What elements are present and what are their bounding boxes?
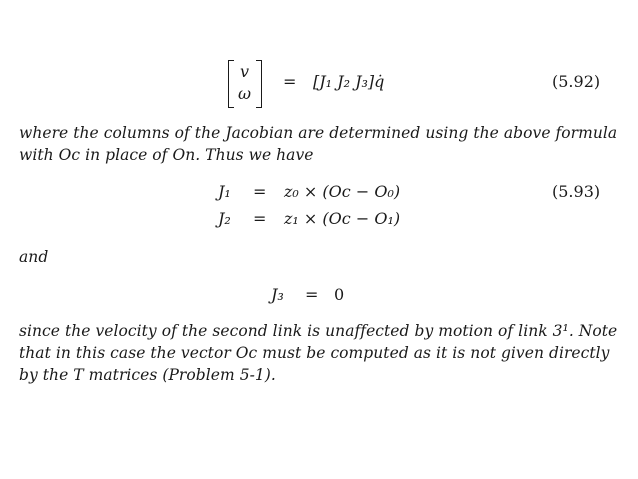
equals-sign: = [283, 72, 297, 91]
j3-rhs: 0 [334, 285, 345, 304]
vector-bottom-omega: ω [238, 84, 252, 103]
vector-left-bracket [228, 60, 234, 108]
vector-top-v: v [240, 62, 250, 81]
equals-sign: = [253, 182, 267, 201]
paragraph-line: where the columns of the Jacobian are determined using the above formula [19, 124, 618, 142]
j3-lhs: J₃ [271, 285, 284, 304]
vector-right-bracket [256, 60, 262, 108]
j2-lhs: J₂ [218, 209, 231, 228]
equation-number: (5.93) [552, 182, 601, 201]
j1-rhs: z₀ × (Oc − O₀) [284, 182, 401, 201]
equals-sign: = [253, 209, 267, 228]
jacobian-product: [J₁ J₂ J₃]q̇ [313, 72, 385, 91]
paragraph-line: with Oc in place of On. Thus we have [19, 146, 314, 164]
equals-sign: = [305, 285, 319, 304]
paragraph-line: that in this case the vector Oc must be computed as it is not given directly [19, 344, 610, 362]
j1-lhs: J₁ [218, 182, 231, 201]
j2-rhs: z₁ × (Oc − O₁) [284, 209, 401, 228]
connective-and: and [19, 248, 49, 266]
paragraph-line: by the T matrices (Problem 5-1). [19, 366, 276, 384]
paragraph-line: since the velocity of the second link is unaffected by motion of link 3¹. Note [19, 322, 618, 340]
equation-number: (5.92) [552, 72, 601, 91]
